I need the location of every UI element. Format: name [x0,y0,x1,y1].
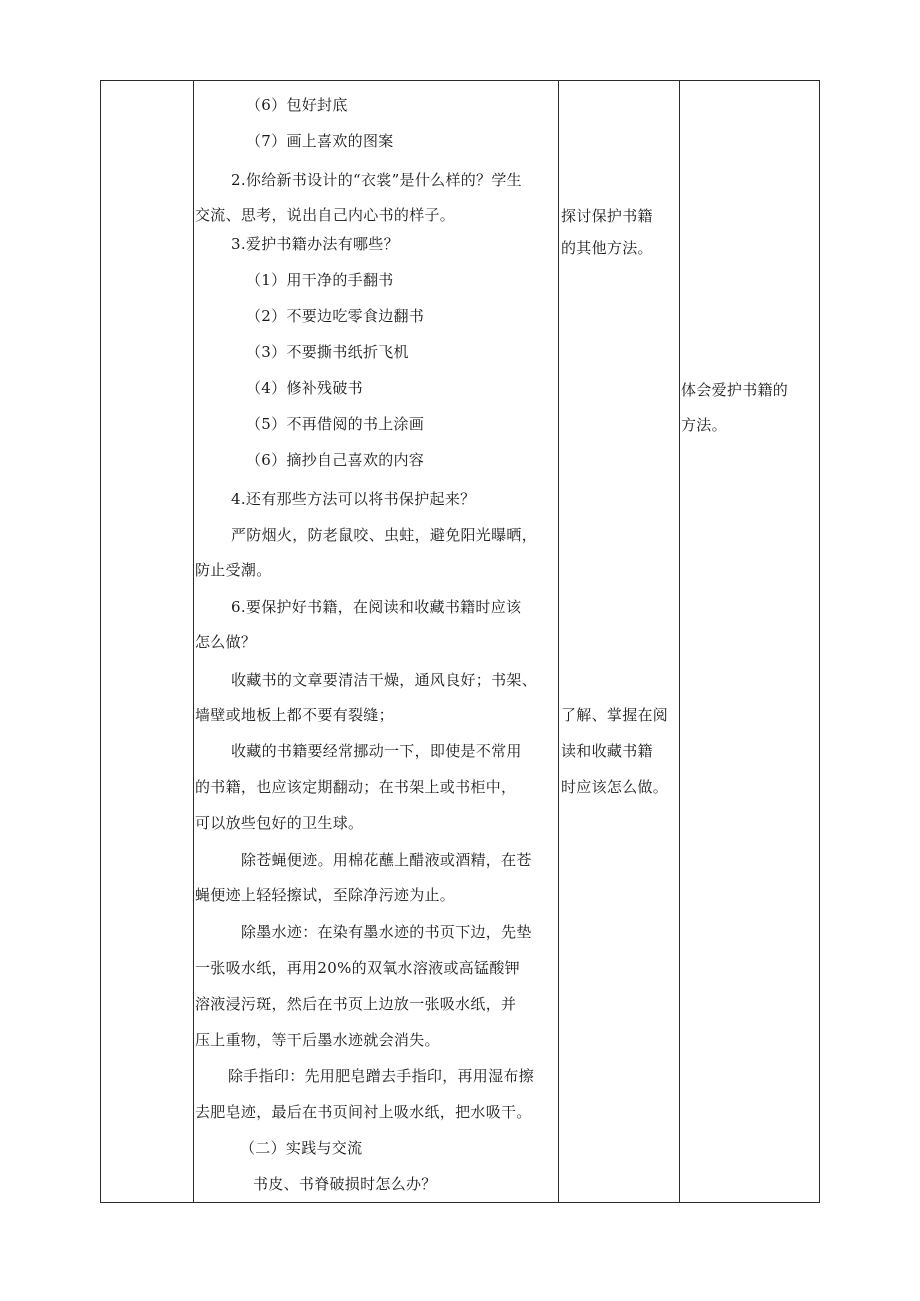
text-line: 墙壁或地板上都不要有裂缝； [195,706,394,724]
activity-line: 了解、掌握在阅 [561,706,669,724]
column-divider-2 [558,81,559,1202]
text-line: 蝇便迹上轻轻擦试，至除净污迹为止。 [195,886,456,904]
text-line: 6.要保护好书籍，在阅读和收藏书籍时应该 [231,598,522,616]
text-line: （3）不要撕书纸折飞机 [246,343,409,361]
text-line: 压上重物，等干后墨水迹就会消失。 [195,1031,440,1049]
text-line: 2.你给新书设计的“衣裳”是什么样的？学生 [231,171,522,189]
text-line: 除手指印：先用肥皂蹭去手指印，再用湿布擦 [228,1067,535,1085]
text-line: 交流、思考，说出自己内心书的样子。 [195,206,456,224]
activity-line: 时应该怎么做。 [561,778,669,796]
intent-line: 方法。 [681,416,727,434]
text-line: 防止受潮。 [195,561,272,579]
text-line: （4）修补残破书 [246,379,363,397]
text-line: 严防烟火，防老鼠咬、虫蛀，避免阳光曝晒， [231,526,538,544]
text-line: 溶液浸污斑，然后在书页上边放一张吸水纸，并 [195,995,517,1013]
activity-line: 探讨保护书籍 [561,207,653,225]
text-line: 3.爱护书籍办法有哪些？ [231,235,399,253]
text-line: 4.还有那些方法可以将书保护起来？ [231,490,476,508]
text-line: 去肥皂迹，最后在书页间衬上吸水纸，把水吸干。 [195,1103,532,1121]
text-line: （7）画上喜欢的图案 [246,132,394,150]
text-line: （6）摘抄自己喜欢的内容 [246,451,425,469]
text-line: （二）实践与交流 [240,1139,363,1157]
text-line: （2）不要边吃零食边翻书 [246,307,425,325]
text-line: 除墨水迹：在染有墨水迹的书页下边，先垫 [241,923,532,941]
activity-line: 读和收藏书籍 [561,742,653,760]
text-line: （1）用干净的手翻书 [246,271,394,289]
activity-line: 的其他方法。 [561,239,653,257]
text-line: 的书籍，也应该定期翻动；在书架上或书柜中， [195,778,517,796]
text-line: 可以放些包好的卫生球。 [195,814,364,832]
column-divider-1 [193,81,194,1202]
text-line: （6）包好封底 [246,96,348,114]
text-line: （5）不再借阅的书上涂画 [246,415,425,433]
column-divider-3 [679,81,680,1202]
text-line: 一张吸水纸，再用20%的双氧水溶液或高锰酸钾 [195,959,520,977]
text-line: 怎么做？ [195,633,257,651]
text-line: 收藏的书籍要经常挪动一下，即使是不常用 [231,742,522,760]
intent-line: 体会爱护书籍的 [681,381,789,399]
text-line: 书皮、书脊破损时怎么办？ [253,1175,437,1193]
text-line: 收藏书的文章要清洁干燥，通风良好；书架、 [231,671,538,689]
text-line: 除苍蝇便迹。用棉花蘸上醋液或酒精，在苍 [241,851,532,869]
